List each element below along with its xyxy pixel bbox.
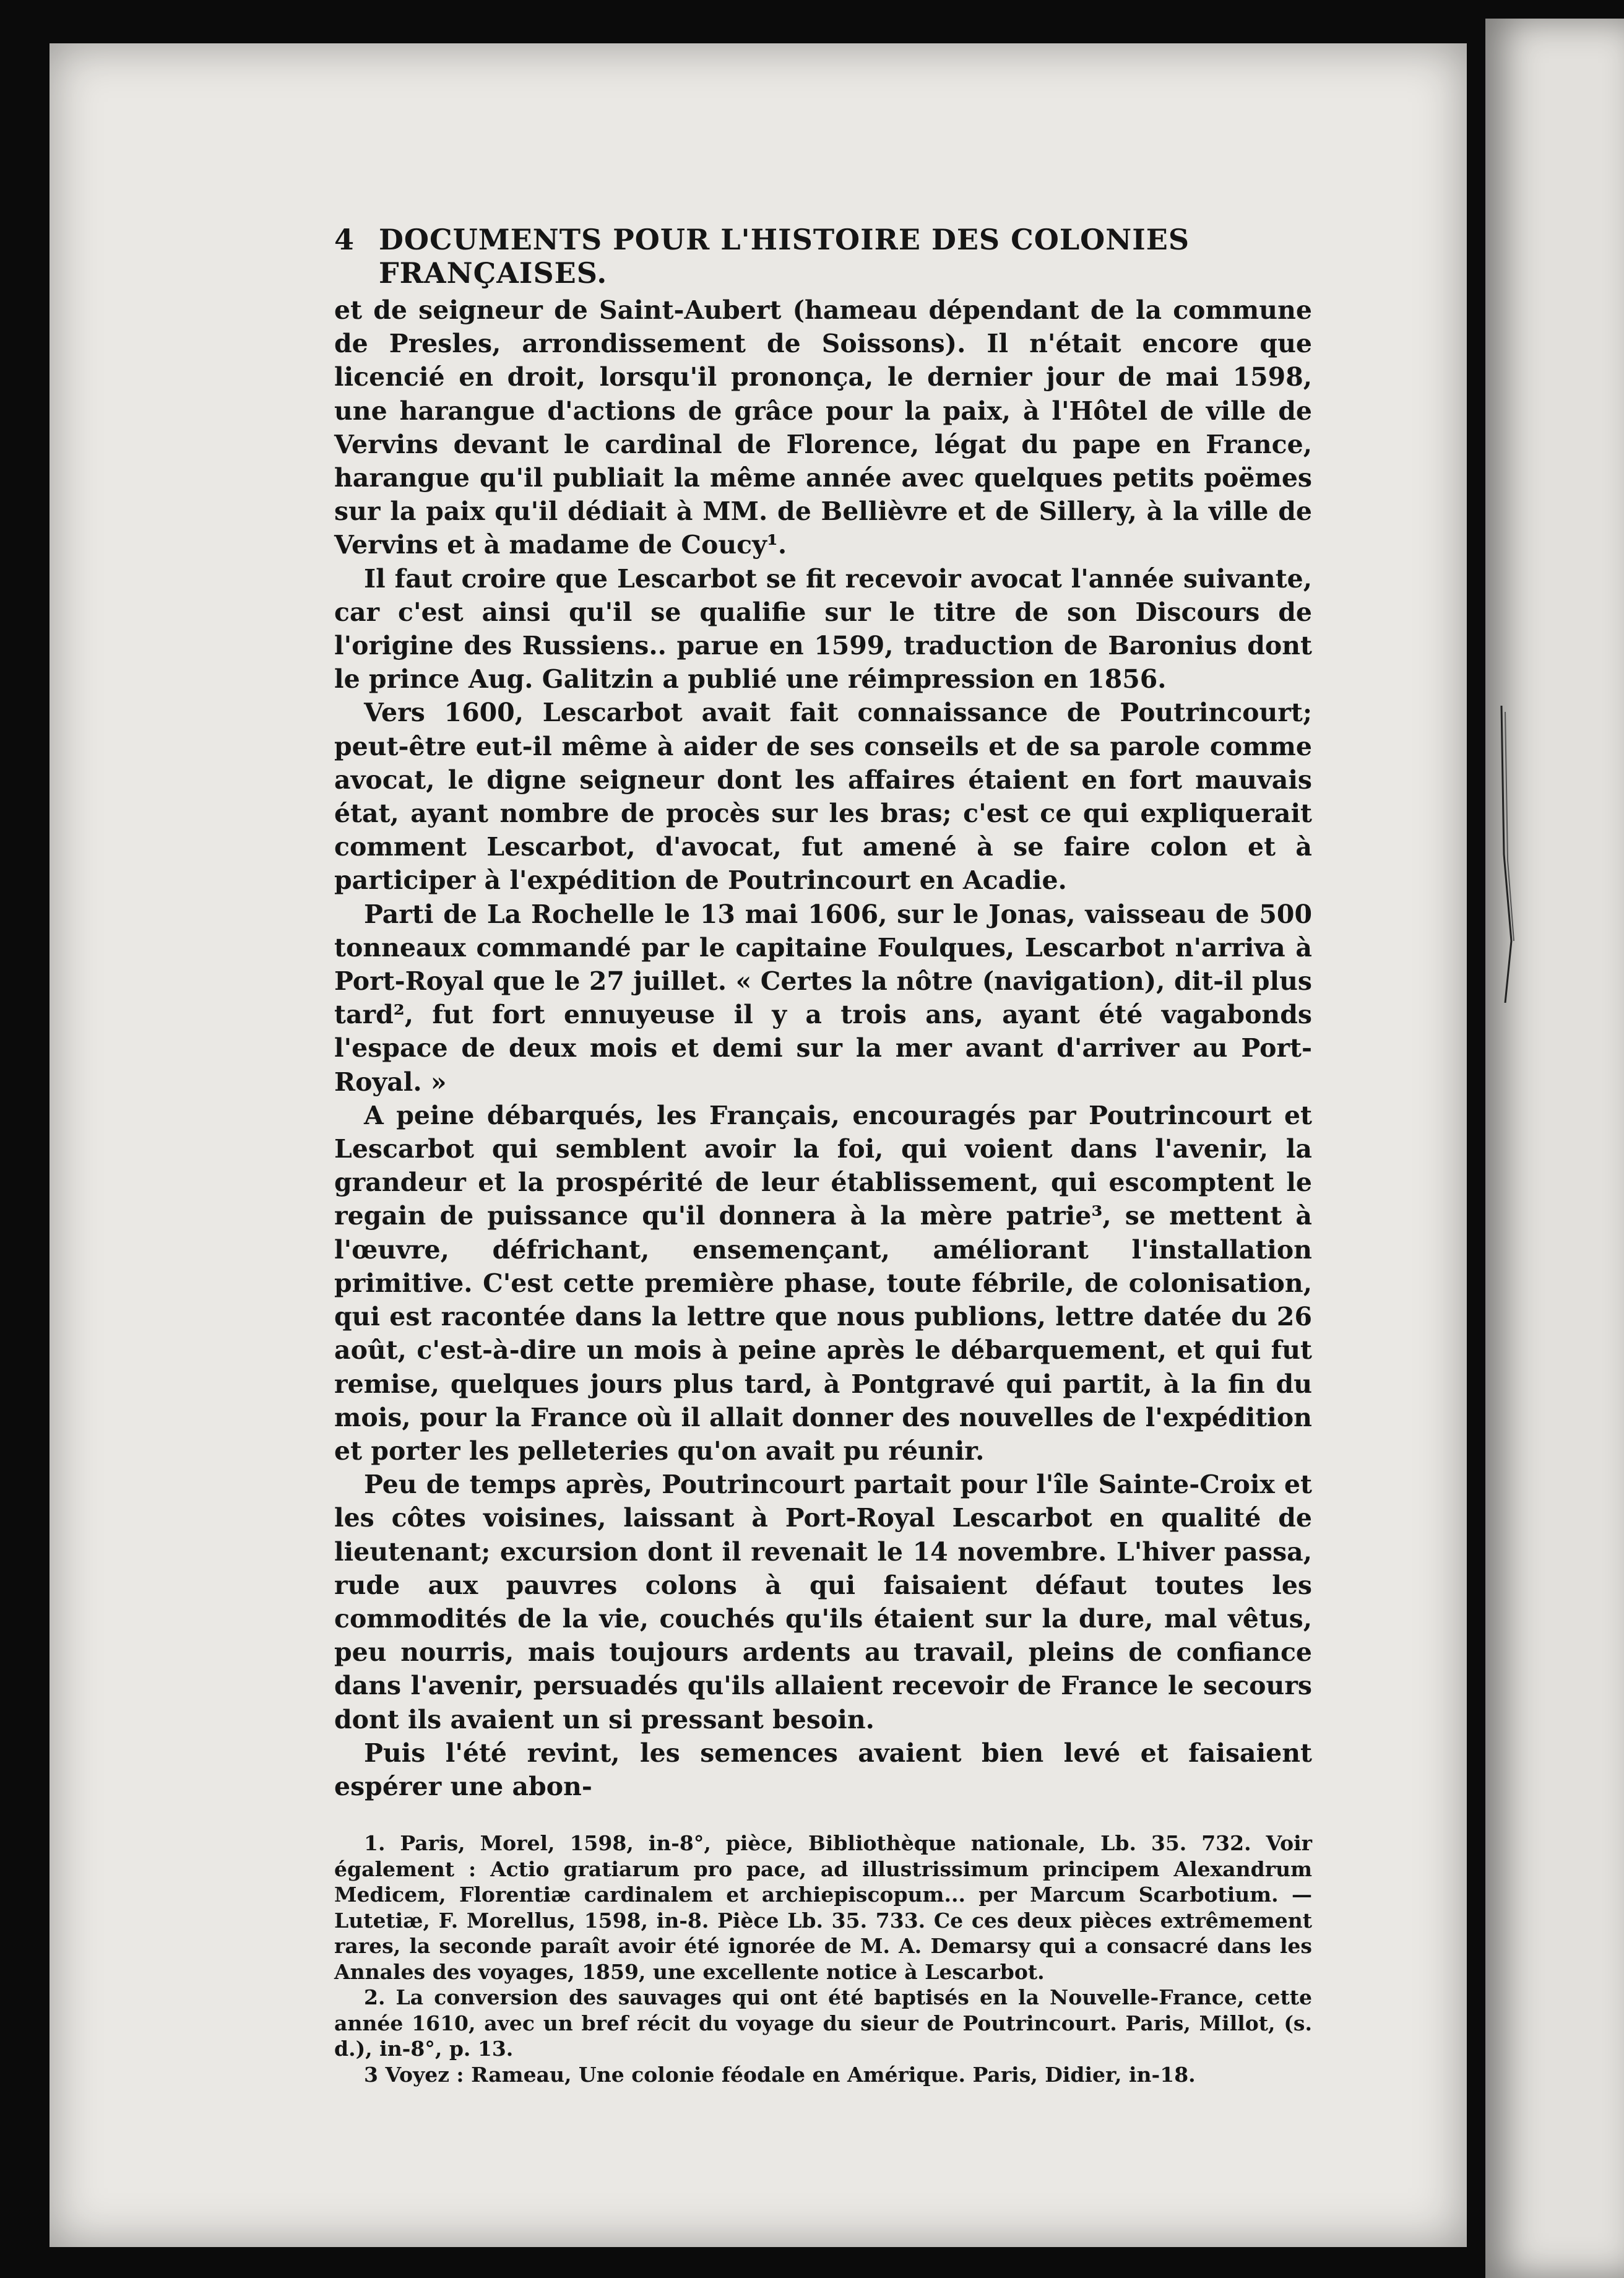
paragraph: et de seigneur de Saint-Aubert (hameau dépendant de la commune de Presles, arrondissement de Soissons). Il n'était encore que licencié en droit, lorsqu'il prononça, le dernier jour de mai 1598, une harangue d'actions de grâce pour la paix, à l'Hôtel de ville de Vervins devant le cardinal de Florence, légat du pape en France, harangue qu'il publiait la même année avec quelques petits poëmes sur la paix qu'il dédiait à MM. de Bellièvre et de Sillery, à la ville de Vervins et à madame de Coucy¹. <box>334 295 1312 560</box>
adjacent-page-edge <box>1485 19 1624 2278</box>
book-page <box>334 223 1312 2087</box>
footnote: 2. La conversion des sauvages qui ont été baptisés en la Nouvelle-France, cette année 1610, avec un bref récit du voyage du sieur de Poutrincourt. Paris, Millot, (s. d.), in-8°, p. 13. <box>334 1985 1312 2061</box>
paragraph: Peu de temps après, Poutrincourt partait pour l'île Sainte-Croix et les côtes voisines, laissant à Port-Royal Lescarbot en qualité de lieutenant; excursion dont il revenait le 14 novembre. L'hiver passa, rude aux pauvres colons à qui faisaient défaut toutes les commodités de la vie, couchés qu'ils étaient sur la dure, mal vêtus, peu nourris, mais toujours ardents au travail, pleins de confiance dans l'avenir, persuadés qu'ils allaient recevoir de France le secours dont ils avaient un si pressant besoin. <box>334 1470 1312 1734</box>
paragraph: Il faut croire que Lescarbot se fit recevoir avocat l'année suivante, car c'est ainsi qu'il se qualifie sur le titre de son Discours de l'origine des Russiens.. parue en 1599, traduction de Baronius dont le prince Aug. Galitzin a publié une réimpression en 1856. <box>334 563 1312 695</box>
footnote: 3 Voyez : Rameau, Une colonie féodale en Amérique. Paris, Didier, in-18. <box>364 2062 1196 2087</box>
paragraph: Parti de La Rochelle le 13 mai 1606, sur le Jonas, vaisseau de 500 tonneaux commandé par le capitaine Foulques, Lescarbot n'arriva à Port-Royal que le 27 juillet. « Certes la nôtre (navigation), dit-il plus tard², fut fort ennuyeuse il y a trois ans, ayant été vagabonds l'espace de deux mois et demi sur la mer avant d'arriver au Port-Royal. » <box>334 899 1312 1097</box>
running-title: DOCUMENTS POUR L'HISTOIRE DES COLONIES FRANÇAISES. <box>379 223 1190 290</box>
paragraph: A peine débarqués, les Français, encouragés par Poutrincourt et Lescarbot qui semblent avoir la foi, qui voient dans l'avenir, la grandeur et la prospérité de leur établissement, qui escomptent le regain de puissance qu'il donnera à la mère patrie³, se mettent à l'œuvre, défrichant, ensemençant, améliorant l'installation primitive. C'est cette première phase, toute fébrile, de colonisation, qui est racontée dans la lettre que nous publions, lettre datée du 26 août, c'est-à-dire un mois à peine après le débarquement, et qui fut remise, quelques jours plus tard, à Pontgravé qui partit, à la fin du mois, pour la France où il allait donner des nouvelles de l'expédition et porter les pelleteries qu'on avait pu réunir. <box>334 1100 1312 1466</box>
running-head <box>334 223 1312 290</box>
paragraph: Vers 1600, Lescarbot avait fait connaissance de Poutrincourt; peut-être eut-il même à aider de ses conseils et de sa parole comme avocat, le digne seigneur dont les affaires étaient en fort mauvais état, ayant nombre de procès sur les bras; c'est ce qui expliquerait comment Lescarbot, d'avocat, fut amené à se faire colon et à participer à l'expédition de Poutrincourt en Acadie. <box>334 698 1312 896</box>
page-number: 4 <box>334 223 355 256</box>
footnote: 1. Paris, Morel, 1598, in-8°, pièce, Bibliothèque nationale, Lb. 35. 732. Voir également : Actio gratiarum pro pace, ad illustrissimum principem Alexandrum Medicem, Florentiæ cardinalem et archiepiscopum... per Marcum Scarbotium. — Lutetiæ, F. Morellus, 1598, in-8. Pièce Lb. 35. 733. Ce ces deux pièces extrêmement rares, la seconde paraît avoir été ignorée de M. A. Demarsy qui a consacré dans les Annales des voyages, 1859, une excellente notice à Lescarbot. <box>334 1831 1312 1984</box>
page-fold-mark <box>1493 706 1518 1003</box>
body-text <box>334 293 1312 1803</box>
paragraph: Puis l'été revint, les semences avaient bien levé et faisaient espérer une abon- <box>334 1738 1312 1801</box>
footnotes <box>334 1830 1312 2087</box>
